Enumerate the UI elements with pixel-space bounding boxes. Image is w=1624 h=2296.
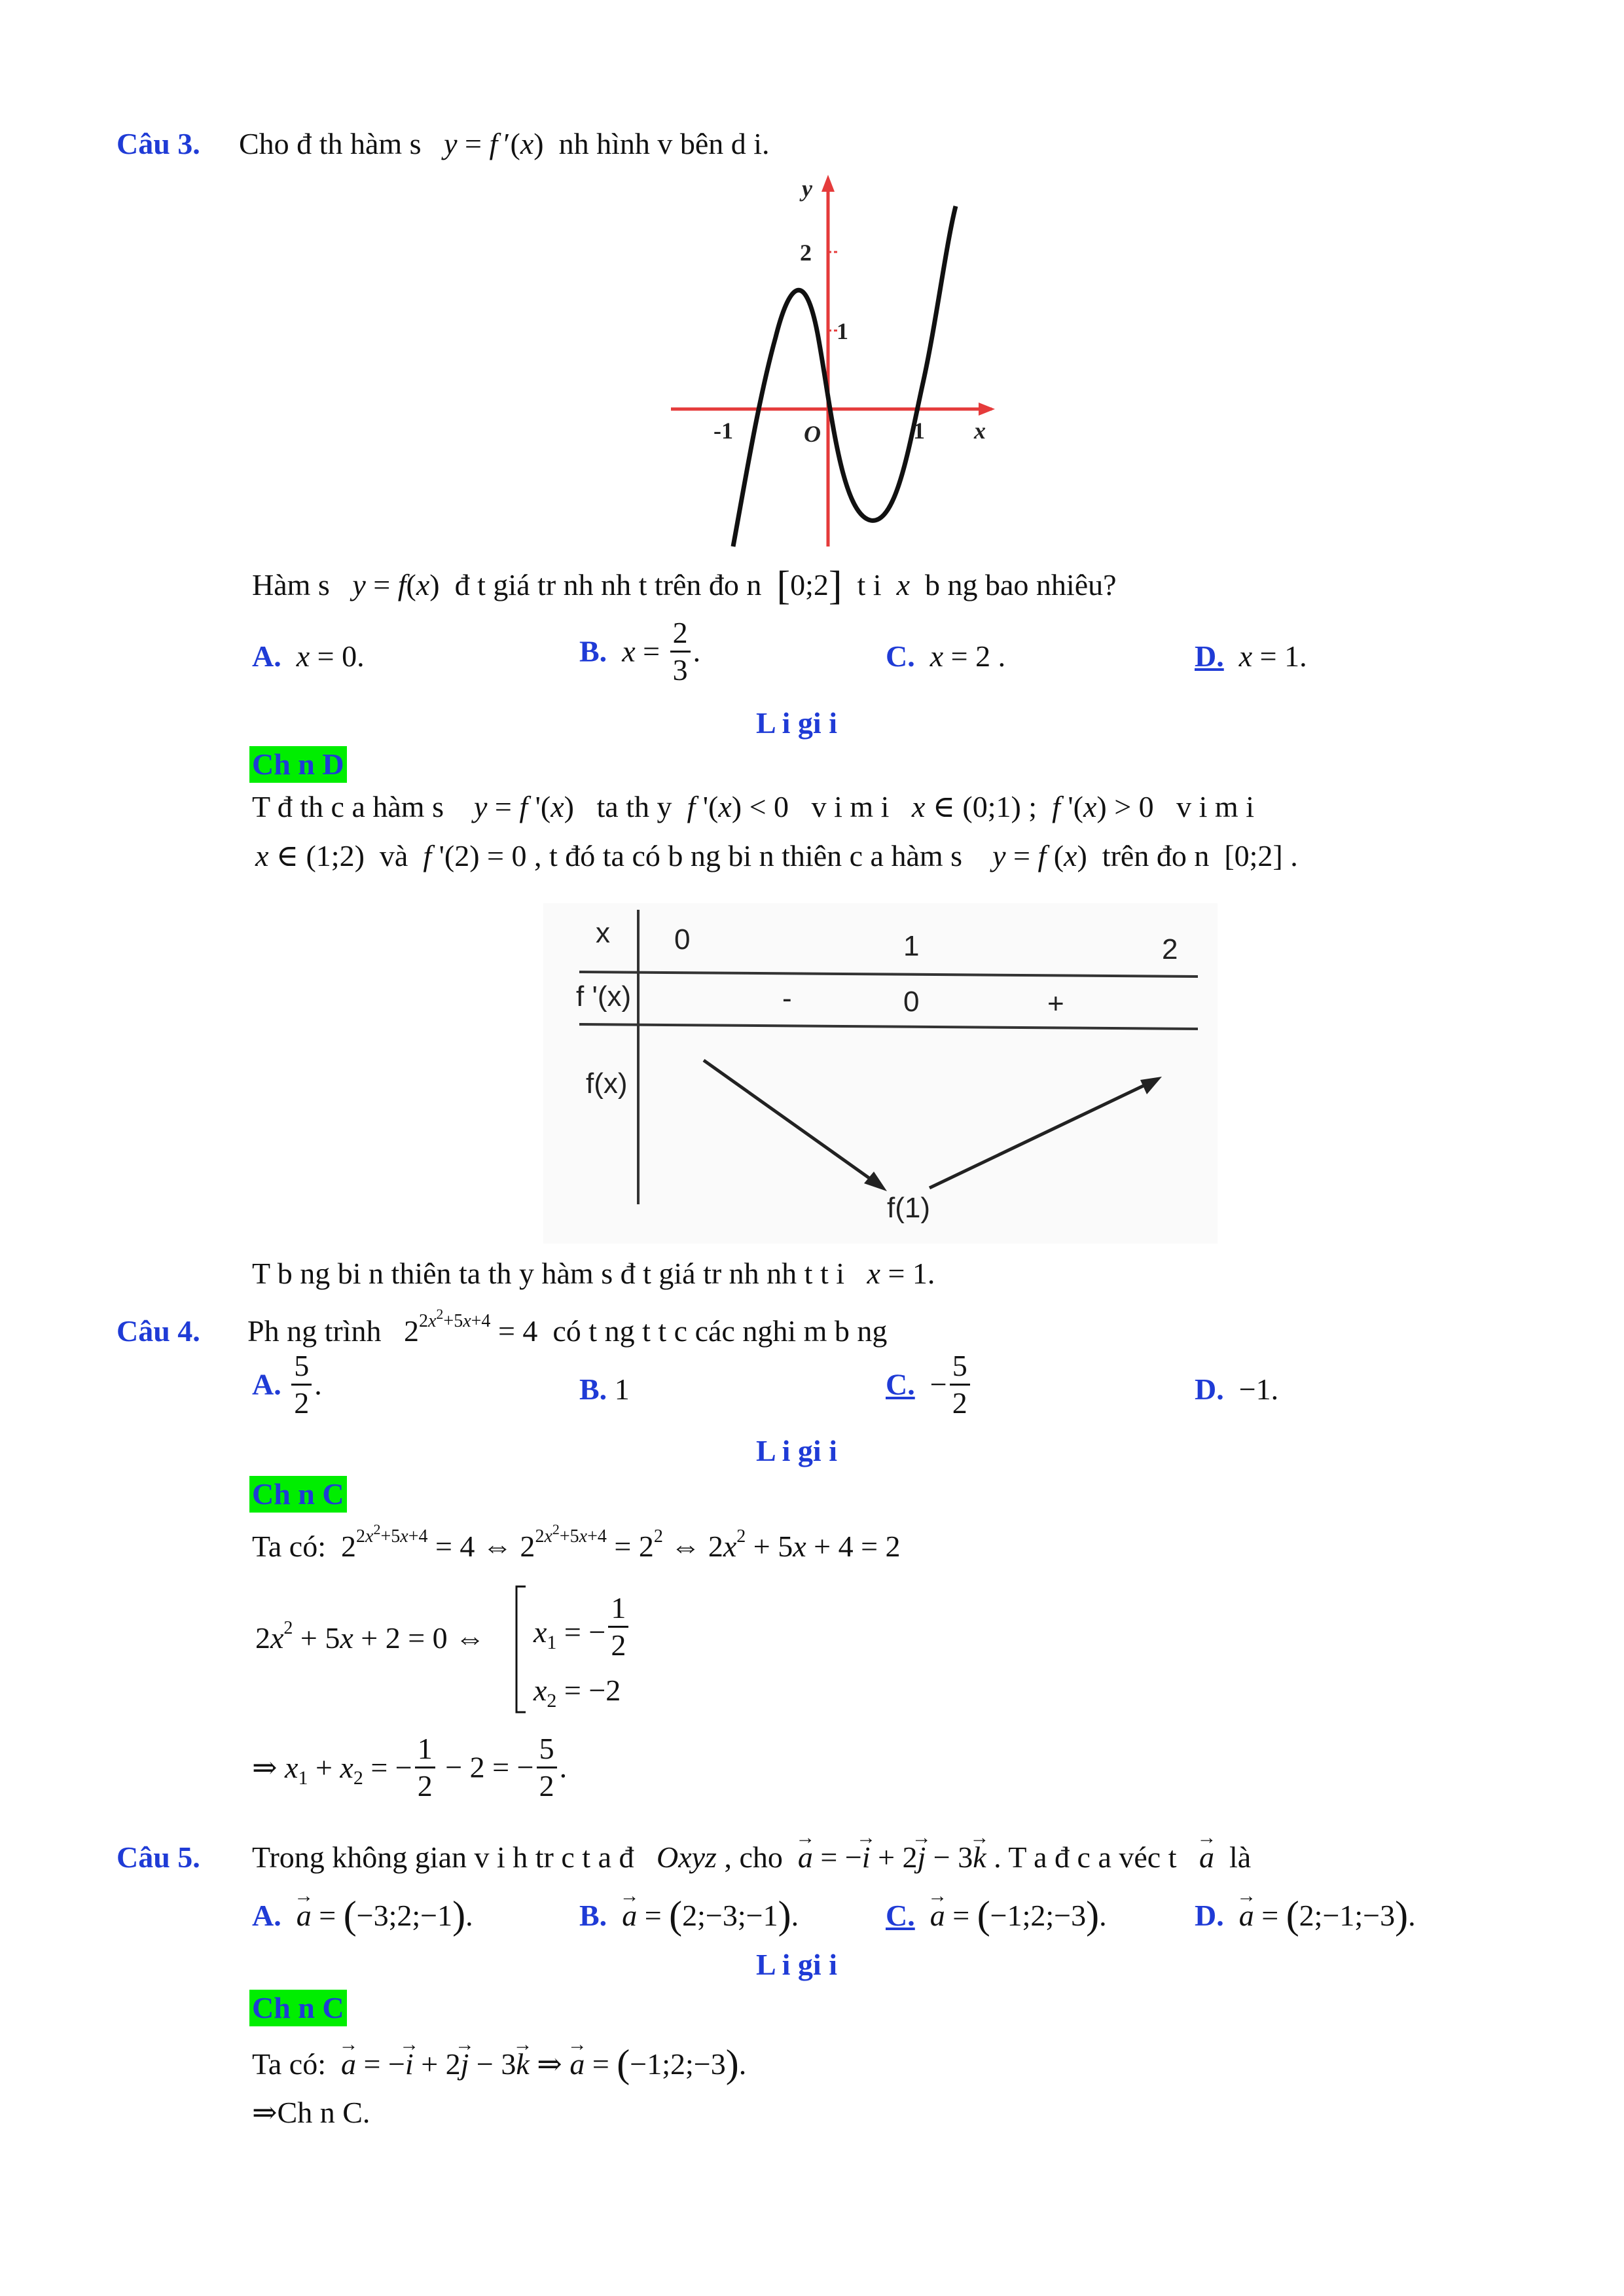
q3-conclusion: T b ng bi n thiên ta th y hàm s đ t giá tr nh nh t t i x = 1.	[252, 1257, 935, 1290]
x-axis-label: x	[974, 418, 986, 444]
q4-option-d[interactable]: D. −1.	[1195, 1372, 1279, 1406]
q5-option-d[interactable]: D. → a = (2;−1;−3).	[1195, 1897, 1416, 1934]
q5-option-a[interactable]: A. → a = (−3;2;−1).	[252, 1897, 473, 1934]
q3-solution-title: L i gi i	[756, 706, 837, 740]
q3-option-a[interactable]: A. x = 0.	[252, 639, 365, 673]
origin-label: O	[804, 421, 821, 447]
table-x-1: 1	[903, 930, 920, 962]
tick-x-1: 1	[913, 418, 925, 444]
tick-x-neg1: -1	[713, 418, 733, 444]
question-3-label: Câu 3.	[117, 127, 200, 160]
y-axis-label: y	[802, 175, 812, 202]
q4-option-c[interactable]: C. − $\frac{5}{2}$	[886, 1348, 973, 1421]
table-header-fprime: f '(x)	[576, 980, 632, 1013]
q4-solution-title: L i gi i	[756, 1434, 837, 1467]
q3-option-d[interactable]: D. x = 1.	[1195, 639, 1307, 673]
question-5-stem: Trong không gian v i h tr c t a đ Oxyz , cho → a = −→ i + 2→ j − 3→ k . T a đ c a véc t → a là	[252, 1839, 1251, 1876]
q4-chosen-answer: Ch n C	[249, 1476, 347, 1513]
root-x1: $x_1$ = − $\frac{1}{2}$	[533, 1590, 631, 1663]
variation-table	[543, 903, 1218, 1244]
q5-solution-title: L i gi i	[756, 1948, 837, 1981]
q5-option-b[interactable]: B. → a = (2;−3;−1).	[579, 1897, 799, 1934]
y-axis-arrow	[821, 175, 835, 192]
q3-option-b[interactable]: B. x = $\frac{2}{3}$ .	[579, 616, 701, 687]
q4-option-a[interactable]: A. $\frac{5}{2}$ .	[252, 1349, 322, 1420]
table-x-2: 2	[1162, 933, 1178, 965]
question-5-label: Câu 5.	[117, 1840, 200, 1874]
x-axis-arrow	[979, 403, 995, 416]
question-4-stem: Ph ng trình $2^{2x^2+5x+4} = 4$ có t ng t t c các nghi m b ng	[247, 1306, 888, 1348]
table-x-0: 0	[674, 924, 691, 956]
table-sign-plus: +	[1047, 988, 1064, 1020]
q3-option-c[interactable]: C. x = 2 .	[886, 639, 1006, 673]
q3-chosen-answer: Ch n D	[249, 746, 347, 783]
tick-y-2: 2	[800, 240, 812, 266]
q4-step2: $2x^2 + 5x + 2 = 0$ ⇔	[255, 1618, 486, 1655]
solution-bracket	[514, 1584, 527, 1715]
table-sign-minus: -	[782, 982, 792, 1014]
question-3-prompt: Hàm s y = f(x) đ t giá tr nh nh t trên đo n [0;2] t i x b ng bao nhiêu?	[252, 564, 1117, 608]
table-zero: 0	[903, 986, 920, 1018]
question-4-label: Câu 4.	[117, 1314, 200, 1348]
derivative-curve	[733, 206, 956, 547]
q3-explanation-line1: T đ th c a hàm s y = f '(x) ta th y f '(x) < 0 v i m i x ∈ (0;1) ; f '(x) > 0 v i m i	[252, 790, 1254, 823]
q5-working: Ta có: → a = −→ i + 2→ j − 3→ k ⇒ → a = (−1;2;−3).	[252, 2045, 746, 2083]
q5-option-c[interactable]: C. → a = (−1;2;−3).	[886, 1897, 1107, 1934]
question-3-stem: Cho đ th hàm s y = f ′(x) nh hình v bên d i.	[239, 127, 770, 160]
q4-sum: ⇒ $x_1 + x_2$ = − $\frac{1}{2}$ − 2 = − $\frac{5}{2}$ .	[252, 1732, 568, 1803]
table-header-x: x	[596, 917, 610, 949]
derivative-graph	[661, 167, 1015, 560]
q3-explanation-line2: x ∈ (1;2) và f '(2) = 0 , t đó ta có b ng bi n thiên c a hàm s y = f (x) trên đo n [0;2] .	[255, 839, 1298, 872]
root-x2: $x_2 = -2$	[533, 1674, 621, 1712]
tick-y-1: 1	[837, 318, 848, 344]
q5-final: ⇒Ch n C.	[252, 2096, 370, 2129]
q4-step1: Ta có: $2^{2x^2+5x+4} = 4$ ⇔ $2^{2x^2+5x+4} = 2^2$ ⇔ $2x^2 + 5x + 4 = 2$	[252, 1521, 901, 1563]
table-f1: f(1)	[887, 1192, 930, 1224]
q5-chosen-answer: Ch n C	[249, 1990, 347, 2026]
table-header-f: f(x)	[586, 1067, 628, 1100]
q4-option-b[interactable]: B. 1	[579, 1372, 630, 1406]
